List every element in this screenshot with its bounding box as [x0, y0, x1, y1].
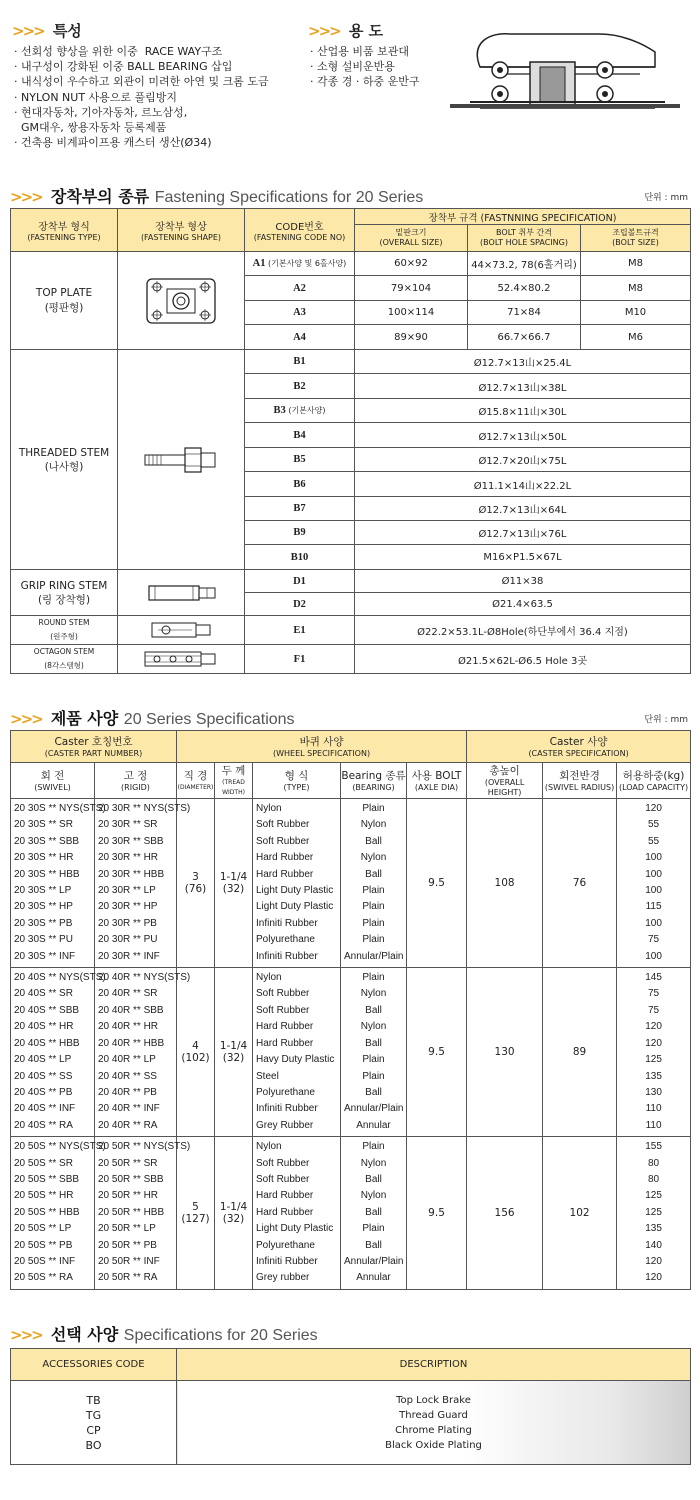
usage-list	[310, 44, 419, 90]
fastening-type-top-plate: TOP PLATE (평판형)	[11, 252, 118, 350]
list-item: 20 30R ** SBB	[98, 835, 164, 847]
threaded-shape	[118, 350, 245, 570]
list-item: 20 40S ** HBB	[14, 1037, 80, 1049]
list-item: Grey rubber	[256, 1272, 310, 1284]
wheel-type-list	[253, 799, 341, 968]
list-item: 20 40R ** INF	[98, 1103, 160, 1115]
fastening-spec: Ø21.4×63.5	[355, 593, 691, 616]
list-item: Soft Rubber	[256, 835, 310, 847]
col-height: 총높이 (OVERALL HEIGHT)	[467, 763, 543, 799]
list-item: Ball	[365, 1173, 382, 1185]
list-item: 20 30S ** HR	[14, 852, 74, 864]
fastening-code: B7	[245, 497, 355, 521]
list-item: Plain	[362, 1054, 385, 1066]
axle-cell: 9.5	[407, 799, 467, 968]
accessories-description-list: Top Lock Brake Thread Guard Chrome Plating Black Oxide Plating	[177, 1381, 691, 1465]
list-item: Hard Rubber	[256, 868, 314, 880]
list-item: Nylon	[360, 852, 387, 864]
list-item: 20 40S ** INF	[14, 1103, 76, 1115]
top-plate-shape	[118, 252, 245, 350]
bearing-list	[341, 1137, 407, 1290]
list-item: 20 30R ** SR	[98, 819, 158, 831]
table-row	[11, 968, 691, 1137]
list-item: 20 50S ** PB	[14, 1239, 73, 1251]
list-item: 20 40S ** SR	[14, 988, 73, 1000]
product-table	[10, 730, 691, 1290]
col-bolt-size: 조립볼트규격 (BOLT SIZE)	[581, 225, 691, 252]
list-item: Steel	[256, 1070, 279, 1082]
list-item: 125	[645, 1190, 662, 1202]
list-item: Ball	[365, 1086, 382, 1098]
list-item: 80	[648, 1157, 660, 1169]
list-item: 20 40S ** HR	[14, 1021, 74, 1033]
col-bolt-hole-spacing: BOLT 취부 간격 (BOLT HOLE SPACING)	[468, 225, 581, 252]
list-item: 20 50R ** NYS(STS)	[98, 1141, 191, 1153]
options-heading: >>> 선택 사양 Specifications for 20 Series	[10, 1325, 318, 1344]
list-item: 100	[645, 950, 662, 962]
list-item: 120	[645, 1021, 662, 1033]
list-item: 20 40S ** RA	[14, 1119, 73, 1131]
list-item: Annular/Plain	[344, 950, 404, 962]
fastening-overall: 89×90	[355, 325, 468, 350]
height-cell: 156	[467, 1137, 543, 1290]
list-item: 20 50S ** SBB	[14, 1173, 80, 1185]
fastening-spec: Ø12.7×13山×25.4L	[355, 350, 691, 374]
list-item: Infiniti Rubber	[256, 917, 318, 929]
col-radius: 회전반경 (SWIVEL RADIUS)	[543, 763, 617, 799]
list-item: · 각종 경 · 하중 운반구	[310, 75, 420, 89]
diameter-cell: 4 (102)	[177, 968, 215, 1137]
list-item: 110	[645, 1103, 662, 1115]
list-item: · 선회성 향상을 위한 이중 RACE WAY구조	[14, 45, 223, 58]
list-item: Plain	[362, 1141, 385, 1153]
list-item: Ball	[365, 868, 382, 880]
list-item: 120	[645, 1272, 662, 1284]
list-item: Soft Rubber	[256, 819, 310, 831]
fastening-code: A2	[245, 276, 355, 301]
fastening-overall: 60×92	[355, 252, 468, 276]
list-item: Ball	[365, 835, 382, 847]
list-item: Nylon	[360, 1021, 387, 1033]
list-item: Nylon	[360, 1157, 387, 1169]
col-tread: 두 께 (TREAD WIDTH)	[215, 763, 253, 799]
fastening-code: B10	[245, 545, 355, 570]
diameter-cell: 3 (76)	[177, 799, 215, 968]
list-item: Plain	[362, 901, 385, 913]
list-item: 20 40S ** SS	[14, 1070, 73, 1082]
radius-cell: 89	[543, 968, 617, 1137]
options-table	[10, 1348, 691, 1465]
col-part-number: Caster 호칭번호 (CASTER PART NUMBER)	[11, 731, 177, 763]
col-fastening-code: CODE번호 (FASTENING CODE NO)	[245, 209, 355, 252]
list-item: 20 40R ** HBB	[98, 1037, 165, 1049]
height-cell: 108	[467, 799, 543, 968]
list-item: 20 30R ** HP	[98, 901, 158, 913]
list-item: · 현대자동차, 기아자동차, 르노삼성,	[14, 105, 188, 119]
accessories-code-list: TB TG CP BO	[11, 1381, 177, 1465]
list-item: 20 30R ** HBB	[98, 868, 165, 880]
fastening-type-grip: GRIP RING STEM (링 장착형)	[11, 570, 118, 616]
list-item: · NYLON NUT 사용으로 풀림방지	[14, 90, 178, 104]
list-item: Infiniti Rubber	[256, 950, 318, 962]
list-item: Plain	[362, 885, 385, 897]
list-item: 20 50R ** SBB	[98, 1173, 164, 1185]
list-item: 75	[648, 988, 660, 1000]
octagon-shape	[118, 645, 245, 674]
fastening-spec: Ø12.7×13山×38L	[355, 374, 691, 399]
list-item: Nylon	[256, 1141, 282, 1153]
caster-drawing	[440, 12, 690, 122]
rigid-part-list	[95, 799, 191, 968]
list-item: 20 40R ** SR	[98, 988, 158, 1000]
col-diameter: 직 경 (DIAMETER)	[177, 763, 215, 799]
list-item: 20 30S ** NYS(STS)	[14, 803, 106, 814]
list-item: Polyurethane	[256, 1086, 315, 1098]
col-caster-spec: Caster 사양 (CASTER SPECIFICATION)	[467, 731, 691, 763]
list-item: Plain	[362, 972, 385, 984]
list-item: Grey Rubber	[256, 1119, 314, 1131]
bearing-list	[341, 799, 407, 968]
list-item: 100	[645, 868, 662, 880]
list-item: Nylon	[256, 803, 282, 814]
arrow-icon: >>>	[12, 22, 44, 40]
fastening-code: A4	[245, 325, 355, 350]
fastening-code: B2	[245, 374, 355, 399]
fastening-spec: Ø12.7×20山×75L	[355, 448, 691, 472]
tread-cell: 1-1/4 (32)	[215, 968, 253, 1137]
list-item: GM대우, 쌍용자동차 등록제품	[14, 121, 167, 135]
list-item: 20 50R ** PB	[98, 1239, 157, 1251]
height-cell: 130	[467, 968, 543, 1137]
fastening-hole: 66.7×66.7	[468, 325, 581, 350]
swivel-part-list	[11, 1137, 106, 1290]
list-item: Annular/Plain	[344, 1255, 404, 1267]
list-item: Plain	[362, 1070, 385, 1082]
list-item: 20 50S ** SR	[14, 1157, 73, 1169]
arrow-icon: >>>	[10, 1326, 42, 1344]
list-item: Hard Rubber	[256, 1206, 314, 1218]
fastening-code: D1	[245, 570, 355, 593]
list-item: Infiniti Rubber	[256, 1103, 318, 1115]
list-item: Nylon	[360, 819, 387, 831]
fastening-bolt: M10	[581, 301, 691, 325]
load-capacity-list	[617, 968, 691, 1137]
list-item: Hard Rubber	[256, 1021, 314, 1033]
list-item: 20 40R ** NYS(STS)	[98, 972, 191, 984]
list-item: 120	[645, 1255, 662, 1267]
col-type: 형 식 (TYPE)	[253, 763, 341, 799]
list-item: 20 30S ** SR	[14, 819, 73, 831]
list-item: 20 50R ** INF	[98, 1255, 160, 1267]
load-capacity-list	[617, 1137, 691, 1290]
list-item: Ball	[365, 1004, 382, 1016]
list-item: 20 30R ** PB	[98, 917, 157, 929]
table-row	[11, 252, 691, 276]
bearing-list	[341, 968, 407, 1137]
fastening-spec: Ø12.7×13山×64L	[355, 497, 691, 521]
col-swivel: 회 전 (SWIVEL)	[11, 763, 95, 799]
list-item: 135	[645, 1223, 662, 1235]
list-item: Hard Rubber	[256, 852, 314, 864]
list-item: 75	[648, 934, 660, 946]
fastening-hole: 44×73.2, 78(6홀거리)	[468, 252, 581, 276]
fastening-spec: Ø11.1×14山×22.2L	[355, 472, 691, 497]
arrow-icon: >>>	[10, 710, 42, 728]
radius-cell: 76	[543, 799, 617, 968]
col-rigid: 고 정 (RIGID)	[95, 763, 177, 799]
list-item: 20 40S ** LP	[14, 1054, 72, 1066]
list-item: · 내구성이 강화된 이중 BALL BEARING 삽입	[14, 60, 233, 74]
list-item: 75	[648, 1004, 660, 1016]
table-row	[11, 616, 691, 645]
list-item: 20 40R ** HR	[98, 1021, 159, 1033]
table-row	[11, 350, 691, 374]
list-item: 135	[645, 1070, 662, 1082]
list-item: 100	[645, 885, 662, 897]
list-item: 20 50S ** NYS(STS)	[14, 1141, 106, 1153]
fastening-type-round: ROUND STEM (원주형)	[11, 616, 118, 645]
list-item: 20 50S ** LP	[14, 1223, 72, 1235]
col-accessories-code: ACCESSORIES CODE	[11, 1349, 177, 1381]
list-item: 20 50R ** SR	[98, 1157, 158, 1169]
fastening-bolt: M8	[581, 276, 691, 301]
list-item: 20 50R ** LP	[98, 1223, 156, 1235]
fastening-code: F1	[245, 645, 355, 674]
list-item: 120	[645, 1037, 662, 1049]
list-item: Ball	[365, 1239, 382, 1251]
fastening-code: B4	[245, 423, 355, 448]
list-item: Annular	[356, 1119, 391, 1131]
fastening-code: B6	[245, 472, 355, 497]
list-item: 20 30S ** PB	[14, 917, 73, 929]
list-item: Havy Duty Plastic	[256, 1054, 335, 1066]
col-wheel-spec: 바퀴 사양 (WHEEL SPECIFICATION)	[177, 731, 467, 763]
list-item: 20 50R ** RA	[98, 1272, 158, 1284]
rigid-part-list	[95, 968, 191, 1137]
table-row	[11, 1137, 691, 1290]
fastening-spec: Ø15.8×11山×30L	[355, 399, 691, 423]
list-item: 20 50S ** INF	[14, 1255, 76, 1267]
list-item: 20 50S ** RA	[14, 1272, 73, 1284]
fastening-spec: Ø21.5×62L-Ø6.5 Hole 3곳	[355, 645, 691, 674]
list-item: Light Duty Plastic	[256, 885, 334, 897]
list-item: Plain	[362, 1223, 385, 1235]
list-item: 20 30S ** INF	[14, 950, 76, 962]
table-row	[11, 645, 691, 674]
list-item: 145	[645, 972, 662, 984]
list-item: Nylon	[256, 972, 282, 984]
list-item: 20 30S ** PU	[14, 934, 73, 946]
col-bearing: Bearing 종류 (BEARING)	[341, 763, 407, 799]
list-item: 20 50R ** HR	[98, 1190, 159, 1202]
list-item: 20 50S ** HR	[14, 1190, 74, 1202]
list-item: 155	[645, 1141, 662, 1153]
list-item: 20 30S ** SBB	[14, 835, 80, 847]
list-item: 110	[645, 1119, 662, 1131]
list-item: 20 30S ** LP	[14, 885, 72, 897]
list-item: Nylon	[360, 1190, 387, 1202]
list-item: Soft Rubber	[256, 1173, 310, 1185]
col-axle: 사용 BOLT (AXLE DIA)	[407, 763, 467, 799]
product-heading: >>> 제품 사양 20 Series Specifications 단위 : mm	[10, 709, 688, 728]
fastening-code: B1	[245, 350, 355, 374]
features-heading: >>> 특성	[12, 22, 82, 40]
swivel-part-list	[11, 968, 106, 1137]
table-row	[11, 799, 691, 968]
list-item: Polyurethane	[256, 1239, 315, 1251]
list-item: 100	[645, 917, 662, 929]
fastening-table	[10, 208, 691, 674]
fastening-code: A1 (기본사양 및 6홀사양)	[245, 252, 355, 276]
fastening-code: D2	[245, 593, 355, 616]
swivel-part-list	[11, 799, 106, 968]
list-item: 20 40R ** LP	[98, 1054, 156, 1066]
col-fastening-spec: 장착부 규격 (FASTNNING SPECIFICATION)	[355, 209, 691, 225]
fastening-code: A3	[245, 301, 355, 325]
fastening-heading: >>> 장착부의 종류 Fastening Specifications for 20 Series 단위 : mm	[10, 187, 688, 206]
fastening-bolt: M6	[581, 325, 691, 350]
list-item: 20 30R ** PU	[98, 934, 158, 946]
col-description: DESCRIPTION	[177, 1349, 691, 1381]
list-item: Ball	[365, 1037, 382, 1049]
list-item: 125	[645, 1054, 662, 1066]
tread-cell: 1-1/4 (32)	[215, 1137, 253, 1290]
list-item: Polyurethane	[256, 934, 315, 946]
list-item: 20 40R ** SBB	[98, 1004, 164, 1016]
list-item: 20 40S ** PB	[14, 1086, 73, 1098]
wheel-type-list	[253, 1137, 341, 1290]
list-item: · 내식성이 우수하고 외관이 미려한 아연 및 크롬 도금	[14, 75, 269, 89]
list-item: Hard Rubber	[256, 1190, 314, 1202]
list-item: Plain	[362, 803, 385, 814]
list-item: 55	[648, 835, 660, 847]
list-item: 20 40S ** NYS(STS)	[14, 972, 106, 984]
fastening-hole: 71×84	[468, 301, 581, 325]
list-item: Hard Rubber	[256, 1037, 314, 1049]
list-item: 20 40S ** SBB	[14, 1004, 80, 1016]
diameter-cell: 5 (127)	[177, 1137, 215, 1290]
list-item: Plain	[362, 917, 385, 929]
list-item: Nylon	[360, 988, 387, 1000]
list-item: 125	[645, 1206, 662, 1218]
fastening-type-octagon: OCTAGON STEM (8각스템형)	[11, 645, 118, 674]
fastening-bolt: M8	[581, 252, 691, 276]
list-item: Annular/Plain	[344, 1103, 404, 1115]
list-item: · 건축용 비계파이프용 캐스터 생산(Ø34)	[14, 136, 212, 150]
tread-cell: 1-1/4 (32)	[215, 799, 253, 968]
fastening-type-threaded: THREADED STEM (나사형)	[11, 350, 118, 570]
fastening-hole: 52.4×80.2	[468, 276, 581, 301]
list-item: 55	[648, 819, 660, 831]
fastening-spec: Ø11×38	[355, 570, 691, 593]
list-item: Soft Rubber	[256, 1157, 310, 1169]
rigid-part-list	[95, 1137, 191, 1290]
col-fastening-shape: 장착부 형상 (FASTENING SHAPE)	[118, 209, 245, 252]
table-row	[11, 570, 691, 593]
list-item: 20 30R ** NYS(STS)	[98, 803, 191, 814]
col-fastening-type: 장착부 형식 (FASTENING TYPE)	[11, 209, 118, 252]
list-item: 20 30S ** HP	[14, 901, 73, 913]
fastening-spec: Ø12.7×13山×76L	[355, 521, 691, 545]
list-item: Ball	[365, 1206, 382, 1218]
list-item: Infiniti Rubber	[256, 1255, 318, 1267]
fastening-overall: 100×114	[355, 301, 468, 325]
wheel-type-list	[253, 968, 341, 1137]
list-item: 130	[645, 1086, 662, 1098]
axle-cell: 9.5	[407, 1137, 467, 1290]
arrow-icon: >>>	[308, 22, 340, 40]
arrow-icon: >>>	[10, 188, 42, 206]
list-item: 20 50R ** HBB	[98, 1206, 165, 1218]
fastening-code: B9	[245, 521, 355, 545]
fastening-code: B5	[245, 448, 355, 472]
list-item: Soft Rubber	[256, 1004, 310, 1016]
list-item: 20 30R ** LP	[98, 885, 156, 897]
list-item: Plain	[362, 934, 385, 946]
fastening-code: E1	[245, 616, 355, 645]
fastening-spec: Ø22.2×53.1L-Ø8Hole(하단부에서 36.4 지점)	[355, 616, 691, 645]
list-item: · 소형 설비운반용	[310, 60, 395, 74]
list-item: Light Duty Plastic	[256, 1223, 334, 1235]
list-item: 100	[645, 852, 662, 864]
list-item: 120	[645, 803, 662, 814]
grip-shape	[118, 570, 245, 616]
list-item: 20 50S ** HBB	[14, 1206, 80, 1218]
radius-cell: 102	[543, 1137, 617, 1290]
list-item: 20 30R ** HR	[98, 852, 159, 864]
list-item: Soft Rubber	[256, 988, 310, 1000]
col-overall-size: 밑판크기 (OVERALL SIZE)	[355, 225, 468, 252]
axle-cell: 9.5	[407, 968, 467, 1137]
fastening-spec: M16×P1.5×67L	[355, 545, 691, 570]
col-load: 허용하중(kg) (LOAD CAPACITY)	[617, 763, 691, 799]
list-item: · 산업용 비품 보관대	[310, 45, 409, 58]
round-shape	[118, 616, 245, 645]
list-item: Light Duty Plastic	[256, 901, 334, 913]
list-item: Annular	[356, 1272, 391, 1284]
list-item: 140	[645, 1239, 662, 1251]
list-item: 20 40R ** PB	[98, 1086, 157, 1098]
fastening-spec: Ø12.7×13山×50L	[355, 423, 691, 448]
load-capacity-list	[617, 799, 691, 968]
list-item: 20 40R ** RA	[98, 1119, 158, 1131]
fastening-code: B3 (기본사양)	[245, 399, 355, 423]
list-item: 115	[645, 901, 662, 913]
list-item: 20 40R ** SS	[98, 1070, 157, 1082]
list-item: 20 30R ** INF	[98, 950, 160, 962]
usage-heading: >>> 용 도	[308, 22, 384, 40]
list-item: 20 30S ** HBB	[14, 868, 80, 880]
features-list	[14, 44, 269, 150]
fastening-overall: 79×104	[355, 276, 468, 301]
list-item: 80	[648, 1173, 660, 1185]
